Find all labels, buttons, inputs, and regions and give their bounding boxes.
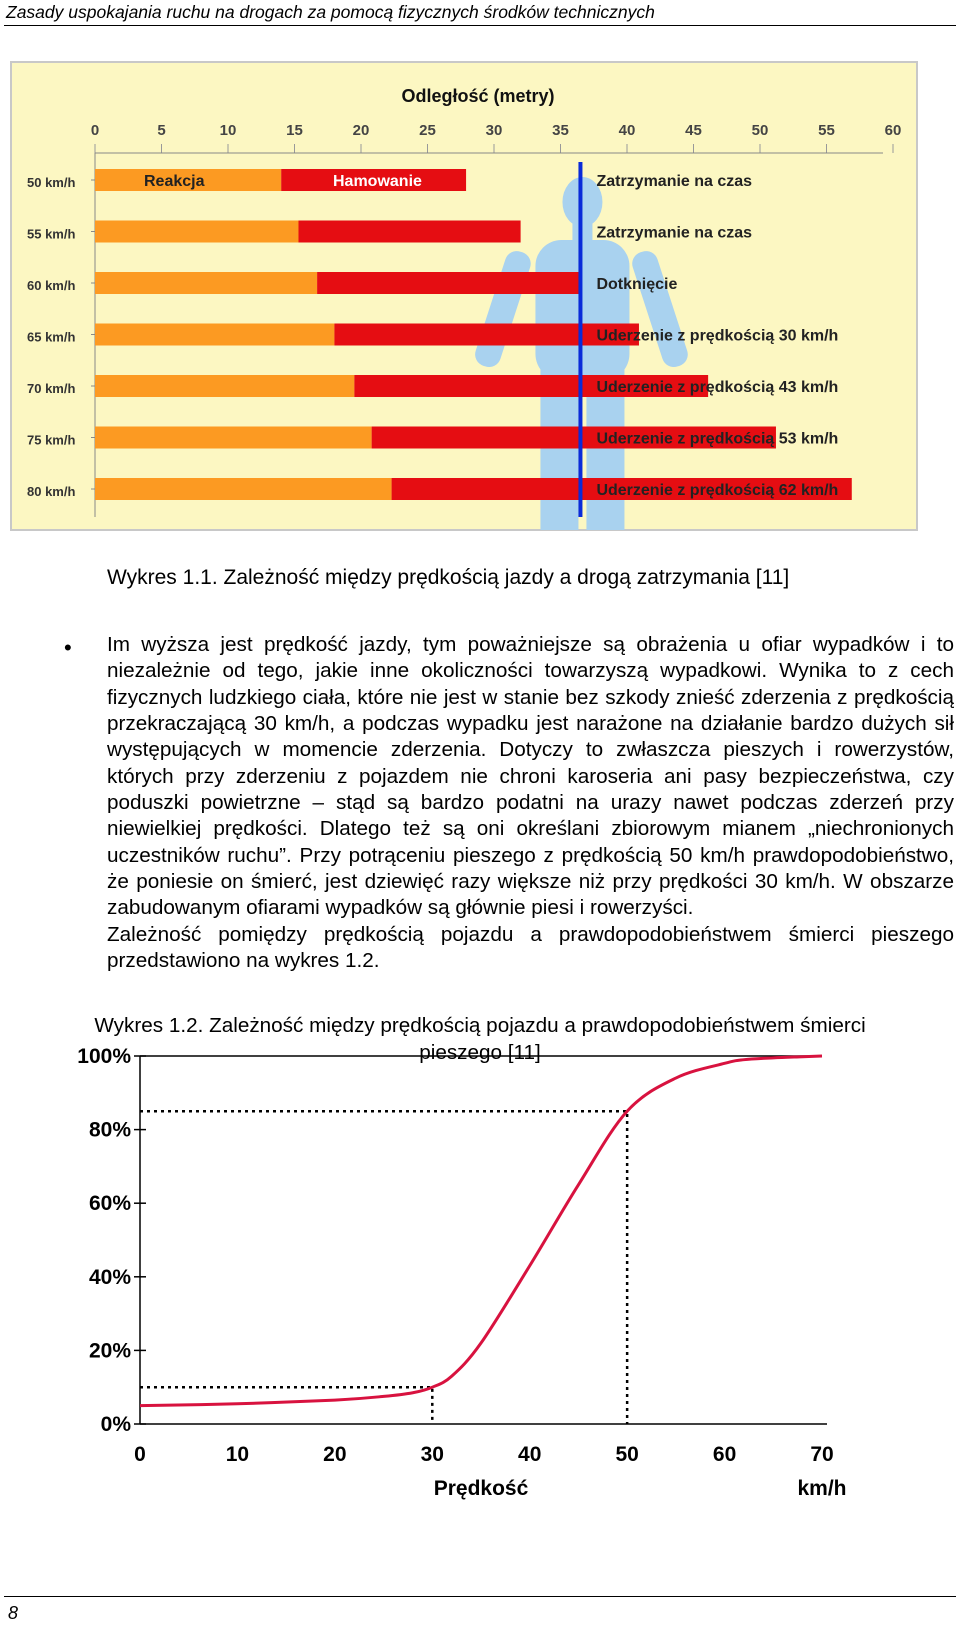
- x-axis-title: Prędkość: [433, 1477, 529, 1500]
- row-label: 75 km/h: [27, 432, 76, 448]
- x-axis-unit: km/h: [797, 1477, 847, 1500]
- x-tick-label: 30: [420, 1443, 444, 1466]
- reaction-bar: [95, 272, 317, 294]
- x-tick-label: 60: [884, 122, 902, 139]
- x-tick-label: 20: [352, 122, 370, 139]
- y-tick-label: 40%: [88, 1265, 131, 1289]
- legend-reaction: Reakcja: [144, 173, 205, 190]
- header-rule: [4, 25, 956, 26]
- body-text: [107, 632, 954, 974]
- reaction-bar: [95, 324, 334, 346]
- row-label: 70 km/h: [27, 381, 76, 396]
- paragraph-2: Zależność pomiędzy prędkością pojazdu a prawdopodobieństwem śmierci pieszego przedstawiono na wykres 1.2.: [107, 922, 954, 973]
- reaction-bar: [95, 221, 298, 243]
- figure2-caption-line2: pieszego [11]: [419, 1041, 541, 1064]
- x-tick-label: 40: [618, 122, 636, 139]
- y-tick-label: 0%: [100, 1413, 131, 1436]
- x-tick-label: 70: [810, 1443, 834, 1466]
- y-tick-label: 20%: [88, 1339, 131, 1363]
- x-tick-label: 10: [225, 1443, 250, 1466]
- row-label: 55 km/h: [27, 226, 76, 242]
- chart-background: [11, 62, 917, 530]
- x-tick-label: 50: [751, 122, 769, 139]
- figure2-caption-line1: Wykres 1.2. Zależność między prędkością pojazdu a prawdopodobieństwem śmierci: [94, 1014, 866, 1037]
- reaction-bar: [95, 427, 372, 449]
- outcome-label: Zatrzymanie na czas: [596, 224, 753, 242]
- row-label: 60 km/h: [27, 278, 76, 293]
- x-tick-label: 25: [419, 122, 436, 139]
- paragraph-1: Im wyższa jest prędkość jazdy, tym poważniejsze są obrażenia u ofiar wypadków i to niezależnie od tego, jakie inne okoliczności towarzyszą wypadkowi. Wynika to z cech fizycznych ludzkiego ciała, które nie jest w stanie bez szkody znieść zderzenia z prędkością przekraczającą 30 km/h, a podczas wypadku jest narażone na działanie bardzo dużych sił występujących w momencie zderzenia. Dotyczy to zwłaszcza pieszych i rowerzystów, których przy zderzeniu z pojazdem nie chroni karoseria ani pasy bezpieczeństwa, czy poduszki powietrzne – stąd są bardzo podatni na urazy nawet podczas zderzeń przy niewielkiej prędkości. Dlatego też są oni określani zbiorowym mianem „niechronionych uczestników ruchu”. Przy potrąceniu pieszego z prędkością 50 km/h prawdopodobieństwo, że poniesie on śmierć, jest dziewięć razy większe niż przy prędkości 30 km/h. W obszarze zabudowanym ofiarami wypadków są głównie piesi i rowerzyści.: [107, 633, 954, 920]
- page-number: 8: [8, 1603, 19, 1623]
- outcome-label: Uderzenie z prędkością 62 km/h: [596, 482, 839, 499]
- braking-bar: [334, 324, 639, 346]
- outcome-label: Uderzenie z prędkością 30 km/h: [596, 327, 839, 345]
- stopping-distance-chart: [11, 62, 917, 530]
- reference-line: [140, 1111, 627, 1424]
- x-tick-label: 15: [286, 122, 303, 139]
- x-tick-label: 20: [323, 1443, 347, 1466]
- x-tick-label: 50: [615, 1443, 639, 1466]
- figure1-caption: Wykres 1.1. Zależność między prędkością jazdy a drogą zatrzymania [11]: [107, 566, 790, 589]
- x-tick-label: 30: [485, 122, 503, 139]
- row-label: 65 km/h: [27, 329, 76, 345]
- probability-curve: [140, 1056, 822, 1406]
- chart-title: Odległość (metry): [401, 86, 555, 106]
- braking-bar: [317, 272, 579, 294]
- footer-rule: [4, 1596, 956, 1597]
- legend-braking: Hamowanie: [333, 173, 422, 190]
- outcome-label: Dotknięcie: [596, 276, 678, 293]
- x-tick-label: 10: [219, 122, 237, 139]
- x-tick-label: 0: [90, 122, 100, 139]
- outcome-label: Uderzenie z prędkością 43 km/h: [596, 379, 839, 396]
- outcome-label: Zatrzymanie na czas: [596, 173, 753, 190]
- running-header: Zasady uspokajania ruchu na drogach za pomocą fizycznych środków technicznych: [6, 2, 655, 22]
- x-tick-label: 35: [552, 122, 569, 139]
- y-tick-label: 60%: [88, 1192, 131, 1216]
- x-tick-label: 5: [157, 122, 166, 139]
- x-tick-label: 45: [685, 122, 702, 139]
- outcome-label: Uderzenie z prędkością 53 km/h: [596, 430, 839, 448]
- reaction-bar: [95, 478, 392, 500]
- braking-bar: [298, 221, 520, 243]
- row-label: 50 km/h: [27, 175, 76, 190]
- reaction-bar: [95, 375, 354, 397]
- bullet-symbol: •: [64, 635, 72, 660]
- row-label: 80 km/h: [27, 484, 76, 499]
- x-tick-label: 60: [712, 1443, 737, 1466]
- y-tick-label: 80%: [88, 1118, 131, 1142]
- x-tick-label: 0: [134, 1443, 146, 1466]
- y-tick-label: 100%: [77, 1045, 131, 1068]
- x-tick-label: 40: [518, 1443, 542, 1466]
- x-tick-label: 55: [818, 122, 835, 139]
